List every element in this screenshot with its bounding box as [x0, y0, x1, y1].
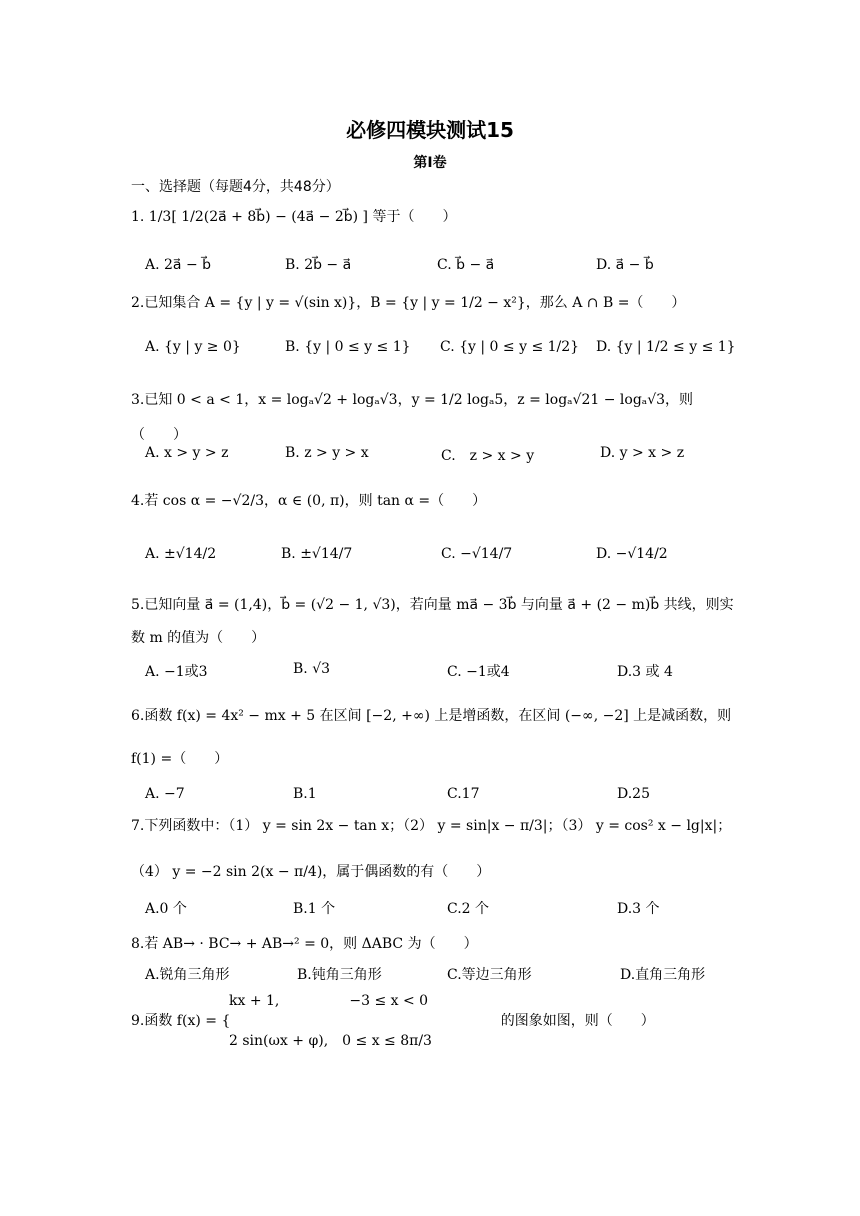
question-1-option-d: D. a⃗ − b⃗ — [596, 257, 654, 273]
question-3-option-a: A. x > y > z — [145, 445, 229, 461]
question-4-option-c: C. −√14/7 — [441, 546, 513, 562]
question-7-option-d: D.3 个 — [617, 901, 660, 917]
question-6-option-a: A. −7 — [145, 786, 185, 802]
question-5-option-b: B. √3 — [293, 661, 331, 677]
question-3-line-2: （ ） — [131, 427, 187, 443]
question-3-option-c: C. z > x > y — [441, 448, 535, 464]
page-subtitle: 第Ⅰ卷 — [413, 155, 447, 171]
question-3-option-b: B. z > y > x — [285, 445, 369, 461]
question-6-option-b: B.1 — [293, 786, 317, 802]
question-5-line-2: 数 m 的值为（ ） — [131, 630, 266, 646]
question-7-option-b: B.1 个 — [293, 901, 336, 917]
question-5-option-d: D.3 或 4 — [617, 664, 673, 680]
question-7-line-1: 7.下列函数中：（1） y = sin 2x − tan x；（2） y = sin|x − π/3|；（3） y = cos² x − lg|x|； — [131, 818, 732, 834]
question-1-option-b: B. 2b⃗ − a⃗ — [285, 257, 352, 273]
question-1-option-a: A. 2a⃗ − b⃗ — [145, 257, 212, 273]
question-9-line-1: kx + 1, −3 ≤ x < 0 — [131, 993, 429, 1009]
question-2-option-d: D. {y | 1/2 ≤ y ≤ 1} — [596, 339, 736, 355]
question-7-option-a: A.0 个 — [145, 901, 187, 917]
question-7-line-2: （4） y = −2 sin 2(x − π/4)，属于偶函数的有（ ） — [131, 864, 491, 880]
question-2-option-a: A. {y | y ≥ 0} — [145, 339, 241, 355]
question-7-option-c: C.2 个 — [447, 901, 490, 917]
question-6-option-d: D.25 — [617, 786, 650, 802]
question-3-line-1: 3.已知 0 < a < 1，x = logₐ√2 + logₐ√3，y = 1/2 logₐ5，z = logₐ√21 − logₐ√3，则 — [131, 392, 694, 408]
question-1-option-c: C. b⃗ − a⃗ — [437, 257, 495, 273]
question-8-line-1: 8.若 AB→ · BC→ + AB→² = 0，则 ΔABC 为（ ） — [131, 936, 478, 952]
question-6-option-c: C.17 — [447, 786, 480, 802]
question-9-line-3: 2 sin(ωx + φ), 0 ≤ x ≤ 8π/3 — [131, 1033, 432, 1049]
page-title: 必修四模块测试15 — [346, 118, 514, 142]
question-4-option-d: D. −√14/2 — [596, 546, 668, 562]
question-8-option-b: B.钝角三角形 — [297, 967, 382, 983]
question-2-line-1: 2.已知集合 A = {y | y = √(sin x)}，B = {y | y = 1/2 − x²}，那么 A ∩ B =（ ） — [131, 295, 686, 311]
question-2-option-b: B. {y | 0 ≤ y ≤ 1} — [285, 339, 411, 355]
question-6-line-1: 6.函数 f(x) = 4x² − mx + 5 在区间 [−2, +∞) 上是增函数，在区间 (−∞, −2] 上是减函数，则 — [131, 708, 732, 724]
question-5-option-c: C. −1或4 — [447, 664, 510, 680]
question-8-option-d: D.直角三角形 — [620, 967, 706, 983]
question-4-option-a: A. ±√14/2 — [145, 546, 217, 562]
question-3-option-d: D. y > x > z — [600, 445, 685, 461]
question-5-line-1: 5.已知向量 a⃗ = (1,4)，b⃗ = (√2 − 1, √3)，若向量 ma⃗ − 3b⃗ 与向量 a⃗ + (2 − m)b⃗ 共线，则实 — [131, 597, 734, 613]
question-6-line-2: f(1) =（ ） — [131, 751, 229, 767]
question-2-option-c: C. {y | 0 ≤ y ≤ 1/2} — [440, 339, 580, 355]
question-1-line-1: 1. 1/3[ 1/2(2a⃗ + 8b⃗) − (4a⃗ − 2b⃗) ] 等于（ ） — [131, 209, 457, 225]
section-heading: 一、选择题（每题4分，共48分） — [131, 179, 340, 195]
question-8-option-c: C.等边三角形 — [447, 967, 532, 983]
question-4-option-b: B. ±√14/7 — [281, 546, 353, 562]
question-8-option-a: A.锐角三角形 — [145, 967, 230, 983]
question-4-line-1: 4.若 cos α = −√2/3，α ∈ (0, π)，则 tan α =（ ） — [131, 493, 487, 509]
question-9-line-2: 9.函数 f(x) = { 的图象如图，则（ ） — [131, 1013, 655, 1029]
question-5-option-a: A. −1或3 — [145, 664, 208, 680]
